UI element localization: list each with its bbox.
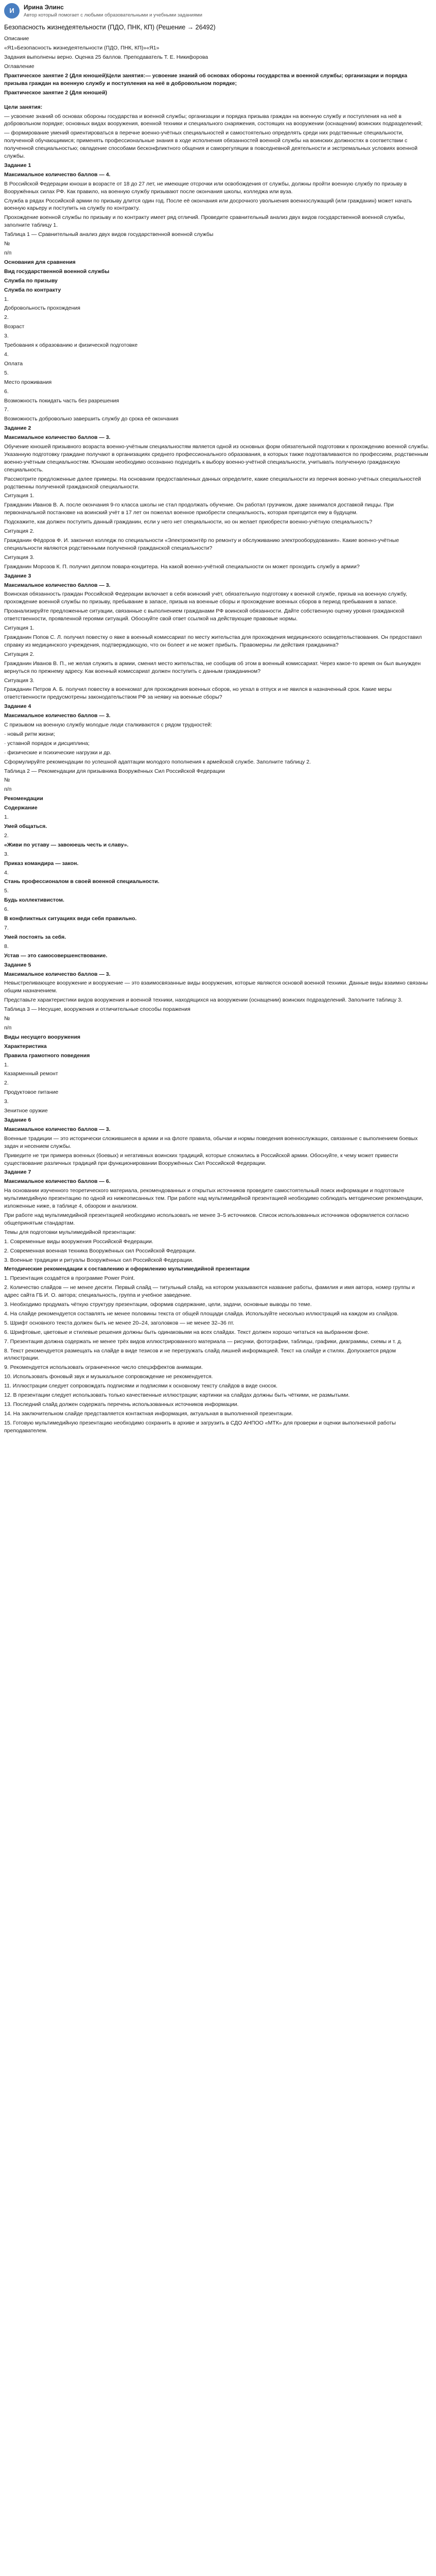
paragraph: Задания выполнены верно. Оценка 25 баллов. Преподаватель Т. Е. Никифорова [4,54,208,61]
paragraph: · уставной порядок и дисциплина; [4,740,90,747]
document-title: Безопасность жизнедеятельности (ПДО, ПНК, КП) (Решение → 26492) [4,23,216,31]
paragraph: 1. [4,1061,9,1068]
heading-text: В конфликтных ситуациях веди себя правильно. [4,916,137,922]
paragraph: 2. [4,1080,9,1087]
paragraph: 3. Военные традиции и ритуалы Вооружённых сил Российской Федерации. [4,1257,194,1263]
paragraph: Приведите не три примера военных (боевых) и негативных воинских традиций, которые сложились в Российской армии. Обоснуйте, к чему может привести существование различных традиций при функционировании Вооружённых Сил Российской Федерации. [4,1152,398,1166]
paragraph: 2. Современная военная техника Вооружённых сил Российской Федерации. [4,1247,196,1254]
paragraph: Таблица 3 — Несущие, вооружения и отличительные способы поражения [4,1006,190,1013]
paragraph: № [4,241,10,247]
paragraph: Невыстреливающее вооружение и вооружение — это взаимосвязанные виды вооружения, которые являются основой военной техники. Данные виды взаимно связаны общим назначением. [4,980,428,994]
paragraph: 3. [4,851,9,857]
paragraph: Ситуация 1. [4,625,34,632]
paragraph: 13. Последний слайд должен содержать перечень использованных источников информации. [4,1401,239,1408]
paragraph: Гражданин Петров А. Б. получил повестку в военкомат для прохождения военных сборов, но уехал в отпуск и не явился в назначенный срок. Какие меры ответственности предусмотрены законодательством РФ за неявку на военные сборы? [4,686,392,701]
paragraph: Оплата [4,360,23,367]
heading-text: Задание 7 [4,1169,31,1176]
heading-text: Задание 6 [4,1117,31,1124]
paragraph: «Я1»Безопасность жизнедеятельности (ПДО, ПНК, КП)»«Я1» [4,45,160,52]
heading-text: Основания для сравнения [4,259,76,265]
heading-text: Виды несущего вооружения [4,1033,81,1040]
paragraph: При работе над мультимедийной презентацией необходимо использовать не менее 3–5 источников. Список использованных источников оформляется согласно общепринятым стандартам. [4,1212,409,1226]
paragraph: Таблица 2 — Рекомендации для призывника Вооружённых Сил Российской Федерации [4,768,225,774]
heading-text: Устав — это самосовершенствование. [4,952,108,959]
author-description: Автор который помогает с любыми образовательными и учебными заданиями [24,12,202,19]
paragraph: Рассмотрите предложенные далее примеры. На основании предоставленных данных определите, какие специальности из перечня военно-учётных специальностей родственны полученной гражданской специальности. [4,476,421,490]
heading-text: Приказ командира — закон. [4,860,79,867]
heading-text: Цели занятия: [4,104,43,110]
paragraph: 6. [4,906,9,913]
heading-text: Умей общаться. [4,823,47,830]
paragraph: Возможность добровольно завершить службу до срока её окончания [4,416,179,422]
paragraph: 5. Шрифт основного текста должен быть не менее 20–24, заголовков — не менее 32–36 пт. [4,1319,234,1326]
heading-text: Задание 5 [4,961,31,968]
heading-text: Служба по контракту [4,286,61,293]
paragraph: Проанализируйте предложенные ситуации, связанные с выполнением гражданами РФ воинской обязанности. Дайте собственную оценку уровня гражданской ответственности, проявленной героями ситуаций. Обоснуйте свой ответ ссылкой на действующие правовые нормы. [4,608,405,622]
paragraph: 11. Иллюстрации следует сопровождать подписями и подписями к основному тексту слайдов в виде сносок. [4,1383,278,1389]
author-info [24,3,202,19]
paragraph: 3. [4,333,9,340]
paragraph: Таблица 1 — Сравнительный анализ двух видов государственной военной службы [4,231,214,238]
paragraph: Ситуация 1. [4,493,34,499]
paragraph: С призывом на военную службу молодые люди сталкиваются с рядом трудностей: [4,722,212,728]
paragraph: В Российской Федерации юноши в возрасте от 18 до 27 лет, не имеющие отсрочки или освобождения от службы, должны пройти военную службу по призыву в Вооружённых силах РФ. Как правило, на военную службу призывают после окончания школы, колледжа или вуза. [4,180,407,195]
heading-text: Содержание [4,805,38,811]
paragraph: 7. [4,924,9,931]
paragraph: Обучение юношей призывного возраста военно-учётным специальностям является одной из основных форм обязательной подготовки к прохождению военной службы. Указанную подготовку граждане получают в организациях среднего профессионального образования, в которых также подготавливаются по профессиям, родственным военно-учётным специальностям. Юношам необходимо осознанно подходить к выбору военно-учётной специальности, учитывать полученную гражданскую специальность. [4,444,429,473]
spacer [4,98,431,104]
paragraph: 5. [4,888,9,894]
paragraph: 1. Современные виды вооружения Российской Федерации. [4,1238,153,1245]
paragraph: 4. На слайде рекомендуется составлять не менее половины текста от общей площади слайда. Используйте несколько иллюстраций на каждом из слайдов. [4,1310,399,1317]
heading-text: Рекомендации [4,795,43,802]
heading-text: Максимальное количество баллов — 6. [4,1178,111,1185]
heading-text: Максимальное количество баллов — 3. [4,582,111,588]
paragraph: Подскажите, как должен поступить данный гражданин, если у него нет специальности, но он желает приобрести военно-учётную специальность? [4,519,373,526]
paragraph: Гражданин Иванов В. А. после окончания 9-го класса школы не стал продолжать обучение. Он работал грузчиком, даже занимался доставкой пиццы. При первоначальной постановке на воинский учёт в 17 лет он пожелал военное приобрести специальность, которая пригодится ему в будущем. [4,502,394,516]
heading-text: Вид государственной военной службы [4,268,110,275]
heading-text: Задание 4 [4,703,31,710]
paragraph: Оглавление [4,63,34,70]
paragraph: 1. Презентация создаётся в программе Power Point. [4,1275,135,1282]
heading-text: Задание 3 [4,572,31,579]
paragraph: Сформулируйте рекомендации по успешной адаптации молодого пополнения к армейской службе. Заполните таблицу 2. [4,758,311,765]
paragraph: Описание [4,36,29,42]
paragraph: Место проживания [4,379,52,385]
paragraph: Служба в рядах Российской армии по призыву длится один год. После её окончания или досрочного увольнения военнослужащий (или гражданин) может начать военную карьеру и поступить на службу по контракту. [4,197,412,212]
paragraph: На основании изученного теоретического материала, рекомендованных и открытых источников проведите самостоятельный поиск информации и подготовьте мультимедийную презентацию по одной из нижеописанных тем. При работе над мультимедийной презентацией необходимо соблюдать методические рекомендации, изложенные ниже, в таблице 4, обзором и анализом. [4,1188,423,1210]
paragraph: 9. Рекомендуется использовать ограниченное число спецэффектов анимации. [4,1364,203,1371]
paragraph: Военные традиции — это исторически сложившиеся в армии и на флоте правила, обычаи и нормы поведения военнослужащих, связанные с выполнением боевых задач и несением службы. [4,1135,418,1149]
heading-text: Максимальное количество баллов — 3. [4,713,111,719]
paragraph: 1. [4,296,9,302]
paragraph: п/п [4,1024,12,1031]
paragraph: Ситуация 3. [4,554,34,561]
paragraph: 4. [4,351,9,358]
paragraph: 2. Количество слайдов — не менее десяти. Первый слайд — титульный слайд, на котором указываются название работы, фамилия и имя автора, номер группы и адрес сайта ГБ И. О. автора; специальность, группа и учебное заведение. [4,1284,415,1299]
heading-text: Максимальное количество баллов — 3. [4,971,111,977]
paragraph: Ситуация 3. [4,677,34,684]
paragraph: Ситуация 2. [4,528,34,535]
heading-text: Методические рекомендации к составлению и оформлению мультимедийной презентации [4,1266,250,1273]
paragraph: 8. [4,943,9,950]
paragraph: Гражданин Попов С. Л. получил повестку о явке в военный комиссариат по месту жительства для прохождения медицинского освидетельствования. Он предоставил справку из медицинского учреждения, подтверждающую, что он болеет и не может прибыть. Правомерны ли действия гражданина? [4,634,422,648]
paragraph: · физические и психические нагрузки и др. [4,749,112,756]
paragraph: 8. Текст рекомендуется размещать на слайде в виде тезисов и не перегружать слайд лишней информацией. Текст на слайде и стилях. Допускается рядом иллюстрации. [4,1347,396,1362]
paragraph: Требования к образованию и физической подготовке [4,342,138,349]
author-header [4,3,431,19]
paragraph: Возможность покидать часть без разрешения [4,397,119,404]
author-name[interactable]: Ирина Элинс [24,4,64,11]
paragraph: № [4,777,10,784]
paragraph: 6. Шрифтовые, цветовые и стилевые решения должны быть одинаковыми на всех слайдах. Текст должен хорошо читаться на выбранном фоне. [4,1329,370,1335]
paragraph: 3. Необходимо продумать чёткую структуру презентации, оформив содержание, цели, задачи, основные выводы по теме. [4,1301,312,1308]
paragraph: Прохождение военной службы по призыву и по контракту имеет ряд отличий. Проведите сравнительный анализ двух видов государственной военной службы, заполните таблицу 1. [4,214,405,229]
paragraph: · новый ритм жизни; [4,731,55,737]
heading-text: Правила грамотного поведения [4,1052,90,1059]
paragraph: — формирование умений ориентироваться в перечне военно-учётных специальностей и самостоятельно определять среди них родственные специальности, полученной обучающимися; применять профессиональные знания в ходе исполнения обязанностей военной службы на воинских должностях в соответствии с полученной специальностью; овладение способами бесконфликтного общения и саморегуляции в повседневной деятельности и экстремальных условиях военной службы. [4,130,417,160]
paragraph: 12. В презентации следует использовать только качественные иллюстрации; картинки на слайдах должны быть чёткими, не размытыми. [4,1392,350,1399]
paragraph: 5. [4,369,9,376]
heading-text: Стань профессионалом в своей военной специальности. [4,878,160,885]
paragraph: п/п [4,250,12,257]
paragraph: — усвоение знаний об основах обороны государства и военной службы; организации и порядка призыва граждан на военную службу и поступления на неё в добровольном порядке; основных видах вооружения, военной техники и специального снаряжения, состоящих на вооружении (оснащении) воинских подразделений; [4,113,423,127]
heading-text: Будь коллективистом. [4,897,64,904]
heading-text: Задание 1 [4,162,31,168]
heading-text: Максимальное количество баллов — 4. [4,171,111,178]
heading-text: Практическое занятие 2 (Для юношей) [4,89,108,96]
heading-text: Максимальное количество баллов — 3. [4,434,111,441]
paragraph: № [4,1015,10,1022]
paragraph: 7. Презентация должна содержать не менее трёх видов иллюстрированного материала — рисунки, фотографии, таблицы, графики, диаграммы, схемы и т. д. [4,1338,403,1345]
paragraph: Гражданин Фёдоров Ф. И. закончил колледж по специальности «Электромонтёр по ремонту и обслуживанию электрооборудования». Какие военно-учётные специальности являются родственными полученной гражданской специальности? [4,537,399,551]
paragraph: Зенитное оружие [4,1108,48,1114]
paragraph: 6. [4,388,9,395]
heading-text: Задание 2 [4,425,31,432]
paragraph: Продуктовое питание [4,1089,59,1096]
paragraph: 10. Использовать фоновый звук и музыкальное сопровождение не рекомендуется. [4,1374,213,1380]
paragraph: Гражданин Иванов В. П., не желая служить в армии, сменил место жительства, не сообщив об этом в военный комиссариат. Через какое-то время он был вынужден вернуться по прежнему адресу. Как военный комиссариат должен поступить с данным гражданином? [4,660,421,674]
paragraph: п/п [4,786,12,793]
paragraph: 2. [4,314,9,321]
heading-text: Максимальное количество баллов — 3. [4,1126,111,1132]
heading-text: Умей постоять за себя. [4,934,66,940]
paragraph: Ситуация 2. [4,651,34,657]
heading-text: Практическое занятие 2 (Для юношей)Цели занятия:— усвоение знаний об основах обороны государства и военной службы; организации и порядка призыва граждан на военную службу и поступления на неё в добровольном порядке; [4,72,408,87]
heading-text: Служба по призыву [4,277,58,284]
author-avatar[interactable]: И [4,3,20,19]
paragraph: 2. [4,832,9,839]
paragraph: 4. [4,869,9,876]
paragraph: 15. Готовую мультимедийную презентацию необходимо сохранить в архиве и загрузить в СДО АНПОО «МТК» для проверки и оценки выполненной работы преподавателем. [4,1419,396,1434]
paragraph: Воинская обязанность граждан Российской Федерации включает в себя воинский учёт, обязательную подготовку к военной службе, призыв на военную службу, прохождение военной службы по призыву, пребывание в запасе, призыв на военные сборы и прохождение военных сборов в период пребывания в запасе. [4,591,407,605]
paragraph: Темы для подготовки мультимедийной презентации: [4,1229,136,1235]
paragraph: 14. На заключительном слайде представляется контактная информация, актуальная в выполненной презентации. [4,1410,293,1417]
paragraph: Казарменный ремонт [4,1071,58,1077]
paragraph: 1. [4,814,9,821]
paragraph: Возраст [4,324,25,330]
paragraph: 7. [4,406,9,413]
heading-text: «Живи по уставу — завоюешь честь и славу». [4,841,129,848]
paragraph: Добровольность прохождения [4,305,80,312]
paragraph: Гражданин Морозов К. П. получил диплом повара-кондитера. На какой военно-учётной специальности он может проходить службу в армии? [4,563,360,570]
paragraph: Представьте характеристики видов вооружения и военной техники, находящихся на вооружении (оснащении) воинских подразделений. Заполните таблицу 3. [4,997,403,1004]
document-body [4,35,431,1434]
heading-text: Характеристика [4,1043,47,1049]
paragraph: 3. [4,1098,9,1105]
